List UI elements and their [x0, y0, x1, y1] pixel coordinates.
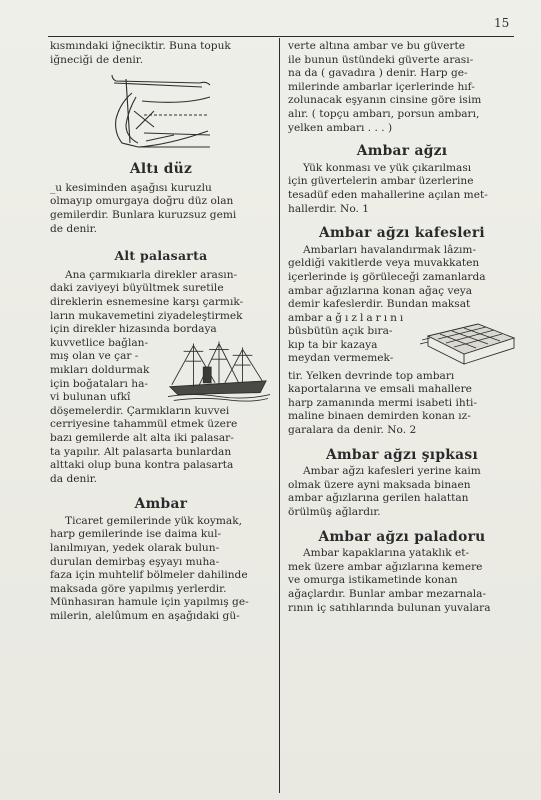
- text-line: mıkları doldurmak: [50, 363, 150, 376]
- text-line: milerinde ambarlar içerlerinde hıf-: [288, 80, 475, 93]
- text-line: vi bulunan ufkî: [50, 391, 131, 404]
- text-line: Ana çarmıkıarla direkler arasın-: [65, 268, 238, 281]
- text-line: rının iç satıhlarında bulunan yuvalara: [288, 601, 491, 614]
- text-line: Ambar ağzı kafesleri yerine kaim: [303, 465, 481, 478]
- text-line: Ambarları havalandırmak lâzım-: [303, 243, 477, 256]
- heading-ambar-agzi-kafesleri: Ambar ağzı kafesleri: [319, 225, 485, 242]
- text-line: mış olan ve çar -: [50, 350, 139, 363]
- text-line: ların mukavemetini ziyadeleştirmek: [50, 309, 243, 322]
- header-rule: [48, 36, 514, 37]
- text-line: kıp ta bir kazaya: [288, 338, 378, 351]
- text-line: geldiği vakitlerde veya muvakkaten: [288, 257, 480, 270]
- text-line: Ticaret gemilerinde yük koymak,: [65, 514, 243, 527]
- text-line: verte altına ambar ve bu güverte: [288, 40, 466, 52]
- text-line: demir kafeslerdir. Bundan maksat: [288, 298, 471, 311]
- text-line: maline binaen demirden konan ız-: [288, 410, 471, 423]
- heading-alt-palasarta: Alt palasarta: [114, 248, 208, 264]
- sailing-ship-illustration: [164, 337, 272, 405]
- heading-ambar: Ambar: [134, 496, 188, 513]
- text-line: maksada göre yapılmış yerlerdir.: [50, 582, 227, 595]
- text-line: cerriyesine tahammül etmek üzere: [50, 418, 238, 431]
- heading-ambar-agzi: Ambar ağzı: [356, 143, 448, 160]
- right-column: [288, 40, 516, 615]
- text-line: direklerin esnemesine karşı çarmık-: [50, 295, 244, 308]
- text-line: ve omurga istikametinde konan: [288, 574, 458, 587]
- text-line: için direkler hizasında bordaya: [50, 323, 217, 336]
- text-line: iğneciği de denir.: [50, 53, 144, 66]
- text-line: alttaki olup buna kontra palasarta: [50, 459, 234, 472]
- text-line: ambar ağızlarına konan ağaç veya: [288, 284, 473, 297]
- text-line: yelken ambarı . . . ): [288, 121, 393, 134]
- text-line: harp zamanında mermi isabeti ihti-: [288, 396, 477, 409]
- text-line: garalara da denir. No. 2: [288, 424, 417, 437]
- text-line: içerlerinde iş görüleceği zamanlarda: [288, 270, 486, 283]
- text-line: milerin, alelûmum en aşağıdaki gü-: [50, 610, 240, 623]
- text-line: mek üzere ambar ağızlarına kemere: [288, 560, 483, 573]
- column-divider: [279, 38, 280, 793]
- text-line: Ambar kapaklarına yataklık et-: [303, 547, 470, 560]
- text-line: kaportalarına ve emsali mahallere: [288, 383, 472, 396]
- text-line: olmak üzere ayni maksada binaen: [288, 478, 471, 491]
- text-line: ile bunun üstündeki güverte arası-: [288, 53, 474, 66]
- text-line: Yük konması ve yük çıkarılması: [303, 161, 472, 174]
- heading-ambar-agzi-sipkasi: Ambar ağzı şıpkası: [326, 446, 478, 463]
- page-number: 15: [494, 16, 510, 30]
- text-line: hallerdir. No. 1: [288, 202, 369, 215]
- text-line: için boğataları ha-: [50, 377, 148, 390]
- text-line: için güvertelerin ambar üzerlerine: [288, 175, 474, 188]
- text-line: ağaçlardır. Bunlar ambar mezarnala-: [288, 588, 487, 600]
- hatch-grating-illustration: [420, 316, 516, 370]
- text-line: olmayıp omurgaya doğru düz olan: [50, 195, 234, 208]
- text-line: büsbütün açık bıra-: [288, 325, 393, 338]
- text-line: kuvvetlice bağlan-: [50, 336, 149, 349]
- text-line: döşemelerdir. Çarmıkların kuvvei: [50, 404, 230, 417]
- text-line: gemilerdir. Bunlara kuruzsuz gemi: [50, 208, 237, 221]
- text-line: meydan vermemek-: [288, 352, 394, 365]
- text-line: [288, 312, 418, 326]
- text-line: de denir.: [50, 222, 97, 235]
- text-line: ambar ağızlarına gerilen halattan: [288, 492, 469, 505]
- text-line: ta yapılır. Alt palasarta bunlardan: [50, 445, 232, 458]
- text-line: tesadüf eden mahallerine açılan met-: [288, 188, 488, 201]
- text-line: kısmındaki iğneciktir. Buna topuk: [50, 40, 231, 52]
- ship-bottom-illustration: [50, 71, 272, 155]
- text-line: daki zaviyeyi büyültmek suretile: [50, 282, 224, 295]
- text-line: bazı gemilerde alt alta iki palasar-: [50, 431, 234, 444]
- text-line: zolunacak eşyanın cinsine göre isim: [288, 94, 482, 107]
- left-column: [50, 40, 272, 624]
- text-line: da denir.: [50, 472, 97, 485]
- spaced-word: ağızlarını: [325, 311, 407, 324]
- text-line: durulan demirbaş eşyayı muha-: [50, 555, 220, 568]
- text-line: lanılmıyan, yedek olarak bulun-: [50, 542, 220, 555]
- text-line: alır. ( topçu ambarı, porsun ambarı,: [288, 107, 480, 120]
- text-fragment: ambar: [288, 311, 326, 324]
- text-line: faza için muhtelif bölmeler dahilinde: [50, 569, 248, 582]
- text-line: harp gemilerinde ise daima kul-: [50, 528, 222, 541]
- text-line: örülmüş ağlardır.: [288, 506, 381, 519]
- text-line: na da ( gavadıra ) denir. Harp ge-: [288, 67, 468, 80]
- text-line: tir. Yelken devrinde top ambarı: [288, 369, 455, 382]
- text-line: _u kesiminden aşağısı kuruzlu: [50, 181, 212, 194]
- text-line: Münhasıran hamule için yapılmış ge-: [50, 596, 249, 609]
- heading-alti-duz: Altı düz: [129, 161, 193, 178]
- heading-ambar-agzi-paladoru: Ambar ağzı paladoru: [318, 528, 486, 545]
